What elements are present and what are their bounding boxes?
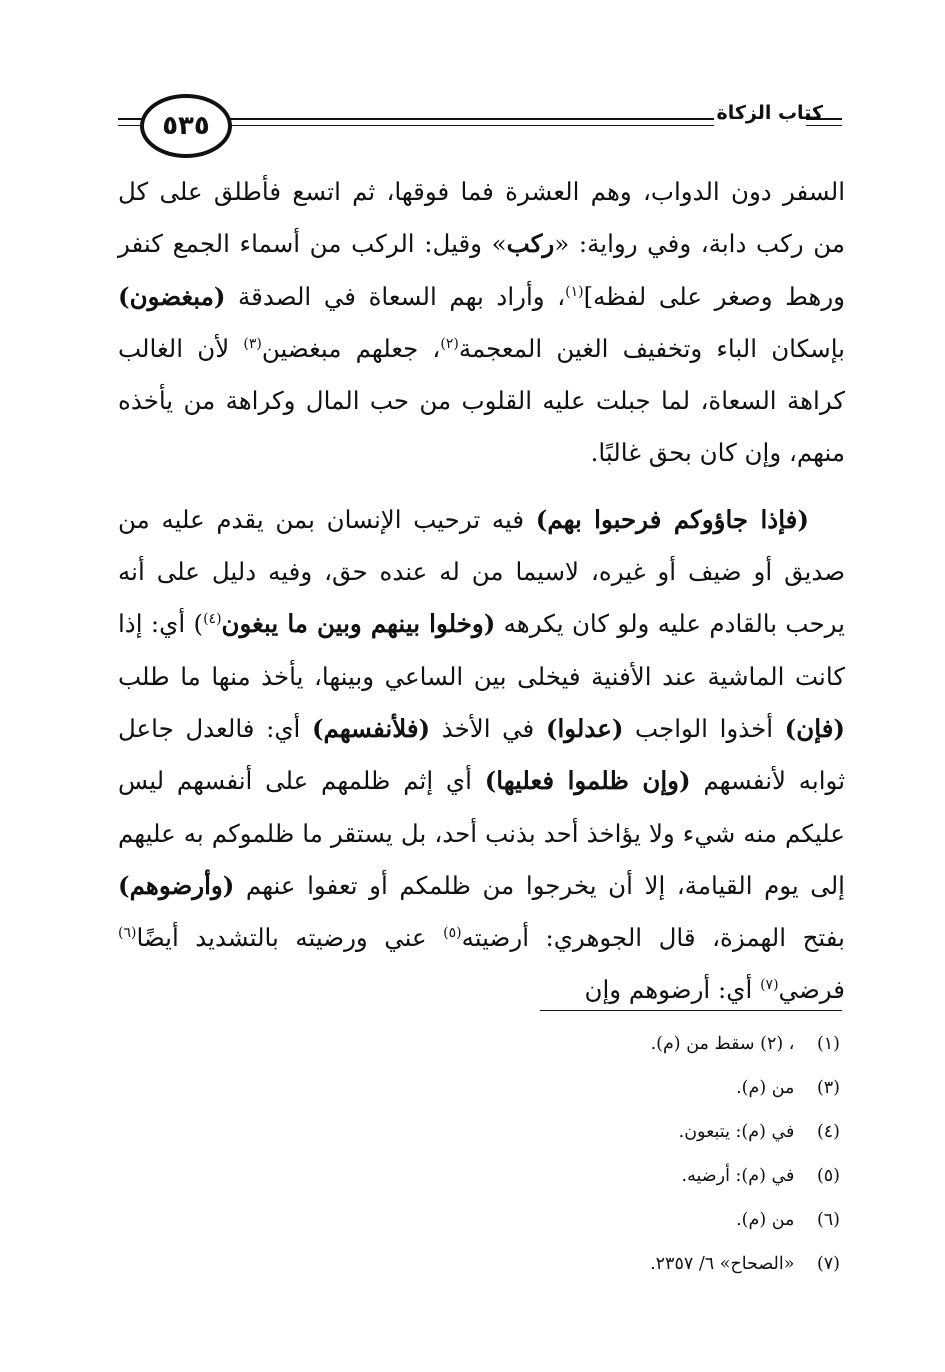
bold-term: (وأرضوهم) xyxy=(118,870,235,900)
footnotes xyxy=(500,1022,840,1286)
footnote-separator xyxy=(540,1010,842,1011)
footnote xyxy=(500,1198,840,1242)
footnote-number: (٥) xyxy=(816,1166,840,1186)
footnote-text: في (م): يتبعون. xyxy=(678,1122,795,1142)
footnote xyxy=(500,1066,840,1110)
footnote-ref: (١) xyxy=(565,283,584,300)
bold-term: (فإذا جاؤوكم فرحبوا بهم) xyxy=(535,504,809,534)
footnote-text: ، (٢) سقط من (م). xyxy=(650,1034,795,1054)
bold-term: (عدلوا) xyxy=(545,713,624,743)
bold-term: (وإن ظلموا فعليها) xyxy=(484,766,691,796)
page-header xyxy=(0,80,945,170)
main-text xyxy=(118,166,845,1017)
footnote xyxy=(500,1022,840,1066)
footnote-number: (٣) xyxy=(816,1078,840,1098)
header-rule-middle-bottom xyxy=(224,125,714,126)
footnote-ref: (٣) xyxy=(243,335,262,352)
footnote-text: «الصحاح» ٦/ ٢٣٥٧. xyxy=(650,1254,795,1274)
running-title: كتاب الزكاة xyxy=(716,102,823,124)
header-rule-right-bottom xyxy=(806,125,842,126)
bold-term: (وخلوا بينهم وبين ما يبغون xyxy=(221,609,496,639)
bold-term: ركب xyxy=(506,229,555,259)
bold-term: (فلأنفسهم) xyxy=(311,713,431,743)
paragraph: السفر دون الدواب، وهم العشرة فما فوقها، ثم اتسع فأطلق على كل من ركب دابة، وفي رواية: «ركب» وقيل: الركب من أسماء الجمع كنفر ورهط وصغر على لفظه]$^{(١)}$، وأراد بهم السعاة في الصدقة (مبغضون) بإسكان الباء وتخفيف الغين المعجمة$^{(٢)}$، جعلهم مبغضين$^{(٣)}$ لأن الغالب كراهة السعاة، لما جبلت عليه القلوب من حب المال وكراهة من يأخذه منهم، وإن كان بحق غالبًا. xyxy=(118,177,845,468)
footnote-number: (٧) xyxy=(816,1254,840,1274)
footnote xyxy=(500,1110,840,1154)
header-rule-middle-top xyxy=(224,118,714,120)
bold-term: (مبغضون) xyxy=(118,281,226,311)
footnote-ref: (٦) xyxy=(118,925,137,941)
footnote-text: من (م). xyxy=(736,1078,795,1098)
footnote-text: من (م). xyxy=(736,1210,795,1230)
footnote-number: (١) xyxy=(816,1034,840,1054)
footnote-number: (٤) xyxy=(816,1122,840,1142)
footnote-number: (٦) xyxy=(816,1210,840,1230)
page-number: ٥٣٥ xyxy=(140,94,232,158)
footnote-ref: (٧) xyxy=(760,977,779,994)
footnote-ref: (٢) xyxy=(440,335,459,352)
footnote xyxy=(500,1154,840,1198)
footnote-ref: (٥) xyxy=(443,925,462,941)
footnote xyxy=(500,1242,840,1286)
bold-term: (فإن) xyxy=(784,713,845,743)
footnote-text: في (م): أرضيه. xyxy=(681,1166,795,1186)
footnote-ref: (٤) xyxy=(203,611,222,628)
paragraph: (فإذا جاؤوكم فرحبوا بهم) فيه ترحيب الإنسان بمن يقدم عليه من صديق أو ضيف أو غيره، لاسيما من له عنده حق، وفيه دليل على أنه يرحب بالقادم عليه ولو كان يكرهه (وخلوا بينهم وبين ما يبغون$^{(٤)}$) أي: إذا كانت الماشية عند الأفنية فيخلى بين الساعي وبينها، يأخذ منها ما طلب (فإن) أخذوا الواجب (عدلوا) في الأخذ (فلأنفسهم) أي: فالعدل جاعل ثوابه لأنفسهم (وإن ظلموا فعليها) أي إثم ظلمهم على أنفسهم ليس عليكم منه شيء ولا يؤاخذ أحد بذنب أحد، بل يستقر ما ظلموكم به عليهم إلى يوم القيامة، إلا أن يخرجوا من ظلمكم أو تعفوا عنهم (وأرضوهم) بفتح الهمزة، قال الجوهري: أرضيته$^{(٥)}$ عني ورضيته بالتشديد أيضًا$^{(٦)}$ فرضي$^{(٧)}$ أي: أرضوهم وإن xyxy=(118,504,846,1005)
